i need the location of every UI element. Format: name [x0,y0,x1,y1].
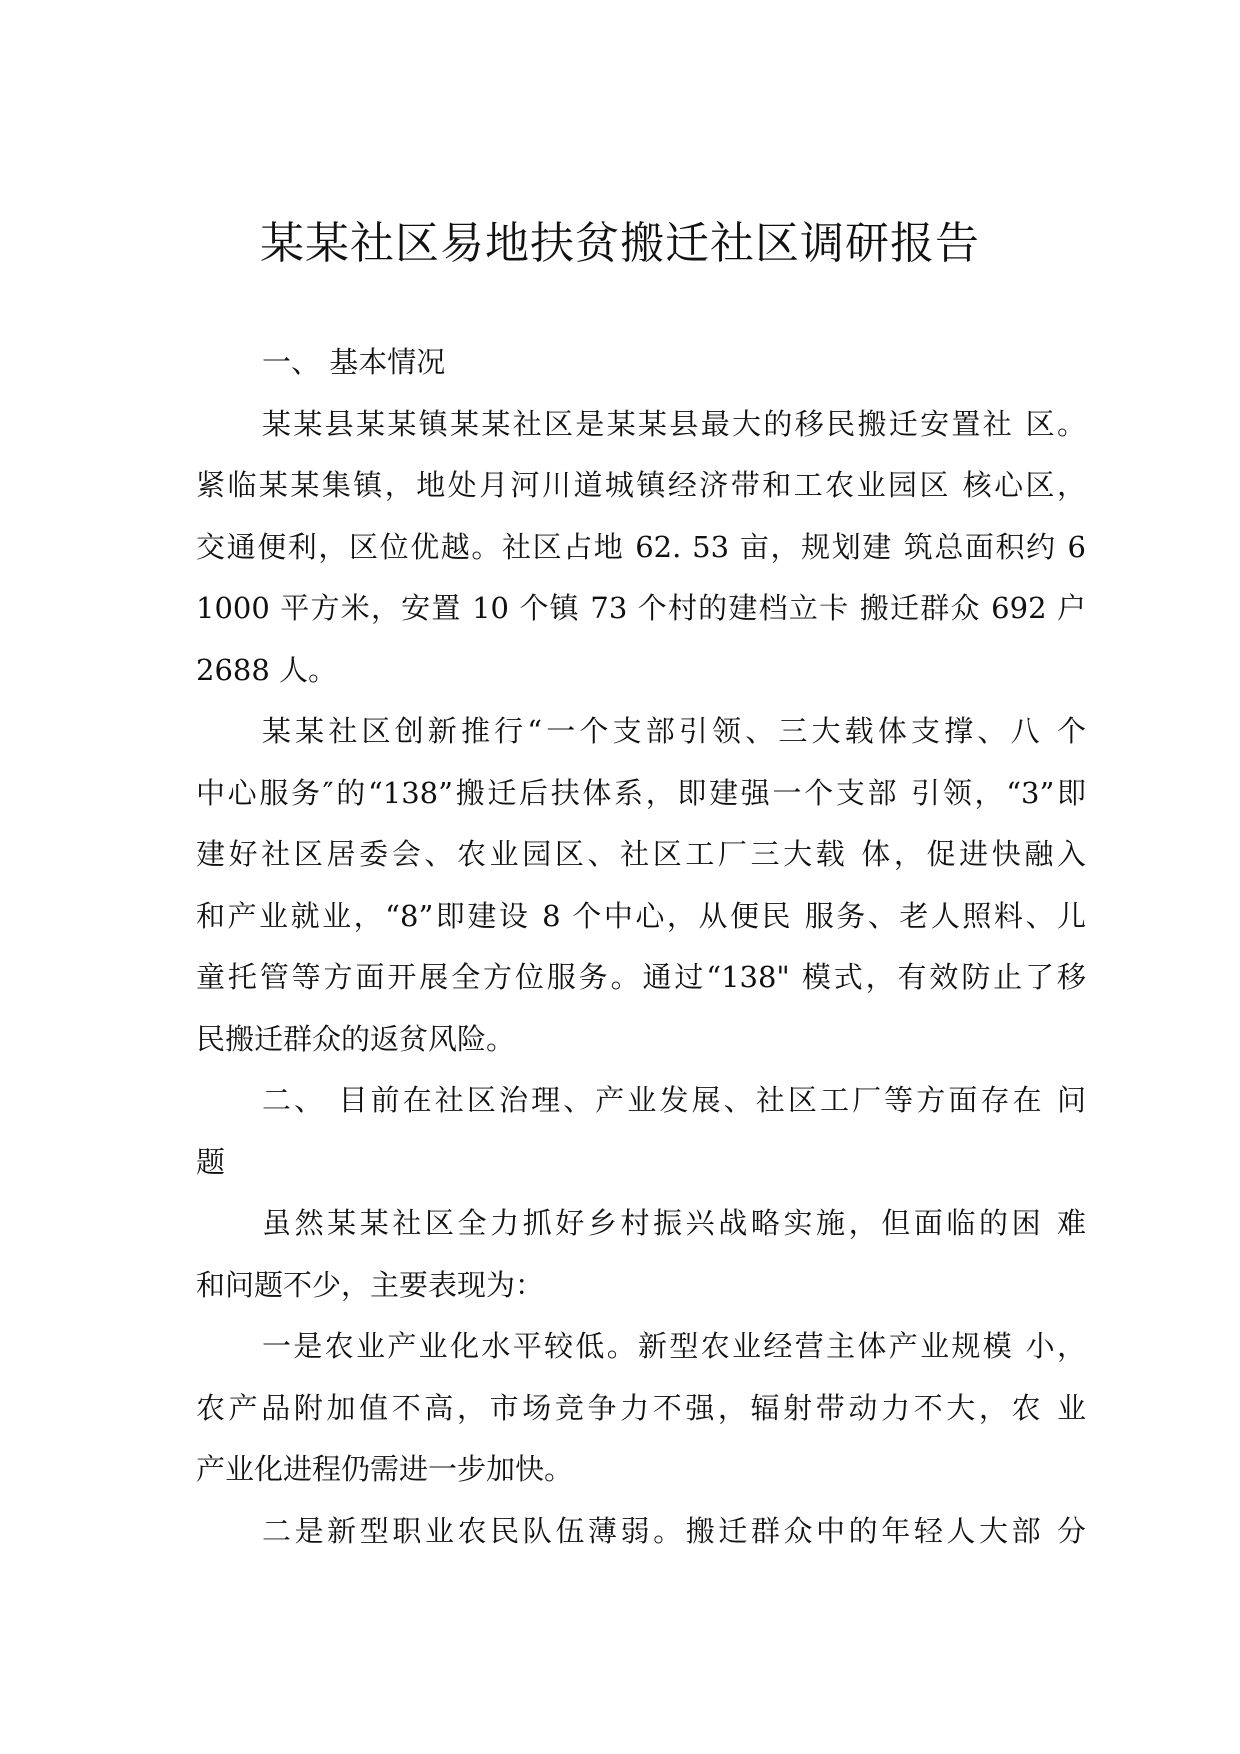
body-text-line: 一、 基本情况 [262,345,446,379]
body-text-line: 二是新型职业农民队伍薄弱。搬迁群众中的年轻人大部 分 [262,1513,1086,1548]
body-text-line: 某某县某某镇某某社区是某某县最大的移民搬迁安置社 区。 [262,406,1086,441]
body-text-line: 童托管等方面开展全方位服务。通过“138" 模式，有效防止了移 [196,960,1086,994]
body-text-line: 一是农业产业化水平较低。新型农业经营主体产业规模 小， [262,1329,1086,1363]
body-text-line: 民搬迁群众的返贫风险。 [196,1021,516,1056]
body-text-line: 建好社区居委会、农业园区、社区工厂三大载 体，促进快融入 [196,837,1086,871]
body-text-line: 2688 人。 [196,652,338,687]
body-text-line: 紧临某某集镇，地处月河川道城镇经济带和工农业园区 核心区， [196,468,1086,502]
document-title: 某某社区易地扶贫搬迁社区调研报告 [260,218,980,269]
document-body [196,332,1086,1562]
body-text-line: 题 [196,1144,226,1179]
body-text-line: 1000 平方米，安置 10 个镇 73 个村的建档立卡 搬迁群众 692 户 [196,591,1086,625]
body-text-line: 中心服务″的“138”搬迁后扶体系，即建强一个支部 引领，“3”即 [196,775,1086,810]
body-text-line: 虽然某某社区全力抓好乡村振兴战略实施，但面临的困 难 [262,1206,1086,1240]
body-text-line: 和问题不少，主要表现为： [196,1267,545,1302]
body-text-line: 农产品附加值不高，市场竞争力不强，辐射带动力不大，农 业 [196,1390,1086,1425]
body-text-line: 二、 目前在社区治理、产业发展、社区工厂等方面存在 问 [262,1083,1086,1117]
body-text-line: 某某社区创新推行“一个支部引领、三大载体支撑、八 个 [262,714,1086,748]
body-text-line: 产业化进程仍需进一步加快。 [196,1452,574,1486]
body-text-line: 和产业就业，“8”即建设 8 个中心，从便民 服务、老人照料、儿 [196,898,1086,933]
body-text-line: 交通便利，区位优越。社区占地 62. 53 亩，规划建 筑总面积约 6 [196,529,1086,564]
